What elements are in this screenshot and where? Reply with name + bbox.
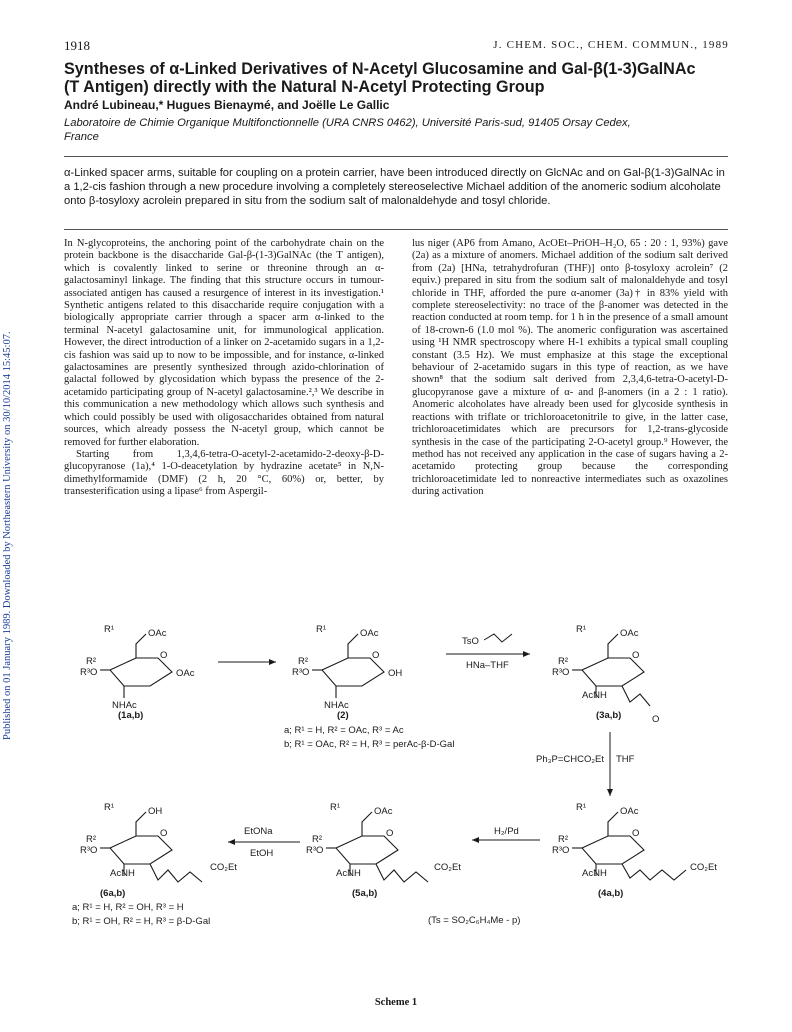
page-number: 1918 bbox=[64, 38, 90, 53]
atom-label: NHAc bbox=[112, 700, 137, 711]
compound-5-label: (5a,b) bbox=[352, 888, 378, 899]
compound-1-label: (1a,b) bbox=[118, 710, 144, 721]
compound-4-label: (4a,b) bbox=[598, 888, 624, 899]
author-list: André Lubineau,* Hugues Bienaymé, and Joëlle Le Gallic bbox=[64, 98, 390, 112]
atom-label: OAc bbox=[148, 628, 167, 639]
compound-1-structure bbox=[80, 624, 195, 711]
body-column-right bbox=[412, 238, 728, 499]
compound-3-label: (3a,b) bbox=[596, 710, 622, 721]
atom-label: AcNH bbox=[582, 868, 607, 879]
atom-label: R² bbox=[312, 834, 323, 845]
reagent-1-top: TsO bbox=[462, 636, 479, 647]
compound-2-structure bbox=[292, 624, 402, 711]
atom-label: AcNH bbox=[336, 868, 361, 879]
atom-label: O bbox=[632, 650, 640, 661]
download-notice-text: Published on 01 January 1989. Downloaded by Northeastern University on 30/10/2014 15:45:07. bbox=[2, 331, 13, 740]
body-column-left bbox=[64, 238, 384, 499]
atom-label: OAc bbox=[374, 806, 393, 817]
body-paragraph: lus niger (AP6 from Amano, AcOEt–PriOH–H₂O, 65 : 20 : 1, 93%) gave (2a) as a mixture of anomers. Michael addition of the sodium salt derived from (2a) [HNa, tetrahydrofuran (THF)] onto β-tosyloxy acrolein⁷ (2 equiv.) prepared in situ from the sodium salt of malonaldehyde and tosyl chloride in THF, afforded the pure α-anomer (3a)† in 83% yield with complete stereoselectivity: no trace of the β-anomer was detected in the reaction conducted at room temp. for 1 h in the presence of a small amount of 18-crown-6 (1.0 mol %). The anomeric configuration was ascertained using ¹H NMR spectroscopy where H-1 exhibits a typical small coupling constant (3.5 Hz). We must emphasize at this stage the exceptional behaviour of 2-acetamido sugars in this type of reaction, as we have shown⁸ that the sodium salt derived from 2,3,4,6-tetra-O-acetyl-D-glucopyranose gave a mixture of α- and β-anomers (in a 2 : 1 ratio). Anomeric alcoholates have already been used for glycoside synthesis in reactions with triflate or trichloroacetonitrile to give, in the latter case, trichloroacetimidates which are precursors for 1,2-trans-glycoside synthesis in the case of the participating 2-O-acetyl group.⁹ However, the method has not received any application in the case of sugars having a 2-acetamido protecting group because the corresponding trichloroacetimidate led to nonreactive intermediates such as oxazolines during activation bbox=[412, 238, 728, 498]
body-paragraph: In N-glycoproteins, the anchoring point of the carbohydrate chain on the protein backbone is the disaccharide Gal-β-(1-3)GalNAc (the T antigen), which is covalently linked to serine or threonine through an α-galactosaminyl linkage. The finding that this structure occurs in tumour-associated antigen has caused a resurgence of interest in its investigation.¹ Synthetic antigens related to this disaccharide require conjugation with a biologically appropriate carrier through a spacer arm α-linked to the terminal N-acetyl galactosamine unit, for immunological application. However, the direct introduction of a linker on 2-acetamido sugars in a 1,2-cis fashion was said up to now to be impossible, and for instance, α-linked galactosamines are presently synthesized through azido-chlorination of galactal followed by glycosidation which bypass the presence of the 2-acetamido participating group of N-acetyl galactosamine.²,³ We describe in this communication a new methodology which allows such synthesis and which could possibly be used with oligosaccharides obtained from natural sources, which already possess the N-acetyl group, which cannot be removed for further elaboration. bbox=[64, 238, 384, 448]
atom-label: R¹ bbox=[330, 802, 341, 813]
atom-label: R² bbox=[86, 656, 97, 667]
reagent-2-solvent: THF bbox=[616, 754, 635, 765]
atom-label: R² bbox=[86, 834, 97, 845]
abstract: α-Linked spacer arms, suitable for coupling on a protein carrier, have been introduced directly on GlcNAc and on Gal-β(1-3)GalNAc in a 1,2-cis fashion through a new procedure involving a completely stereoselective Michael addition of the anomeric sodium alcoholate onto β-tosyloxy acrolein prepared in situ from the sodium salt of malonaldehyde and tosyl chloride. bbox=[64, 167, 725, 207]
atom-label: R² bbox=[298, 656, 309, 667]
scheme-caption: Scheme 1 bbox=[374, 997, 418, 1008]
affiliation bbox=[64, 116, 744, 144]
reagent-4-top: EtONa bbox=[244, 826, 273, 837]
atom-label: R¹ bbox=[104, 624, 115, 635]
atom-label: R³O bbox=[306, 845, 324, 856]
atom-label: R² bbox=[558, 656, 569, 667]
atom-label: AcNH bbox=[110, 868, 135, 879]
atom-label: OH bbox=[148, 806, 163, 817]
body-paragraph: Starting from 1,3,4,6-tetra-O-acetyl-2-acetamido-2-deoxy-β-D-glucopyranose (1a),⁴ 1-O-deacetylation by hydrazine acetate⁵ in N,N-dimethylformamide (DMF) (2 h, 20 °C, 60%) or, better, by transesterification using a lipase⁶ from Aspergil- bbox=[64, 448, 384, 498]
compound-6-definition-b: b; R¹ = OH, R² = H, R³ = β-D-Gal bbox=[72, 916, 211, 927]
compound-2-definition-a: a; R¹ = H, R² = OAc, R³ = Ac bbox=[284, 725, 404, 736]
atom-label: R³O bbox=[552, 845, 570, 856]
reaction-scheme bbox=[0, 610, 792, 1010]
compound-4-structure bbox=[552, 802, 717, 880]
atom-label: O bbox=[632, 828, 640, 839]
compound-2-definition-b: b; R¹ = OAc, R² = H, R³ = perAc-β-D-Gal bbox=[284, 739, 455, 750]
atom-label: CO₂Et bbox=[690, 862, 717, 873]
compound-6-definition-a: a; R¹ = H, R² = OH, R³ = H bbox=[72, 902, 184, 913]
title-line: (T Antigen) directly with the Natural N-Acetyl Protecting Group bbox=[64, 78, 545, 96]
affiliation-line: France bbox=[64, 131, 99, 143]
atom-label: R³O bbox=[80, 667, 98, 678]
compound-2-label: (2) bbox=[337, 710, 349, 721]
atom-label: OAc bbox=[360, 628, 379, 639]
reagent-4-bottom: EtOH bbox=[250, 848, 274, 859]
atom-label: R¹ bbox=[104, 802, 115, 813]
journal-header: J. CHEM. SOC., CHEM. COMMUN., 1989 bbox=[493, 39, 729, 51]
ts-abbreviation-note: (Ts = SO₂C₆H₄Me - p) bbox=[428, 915, 521, 926]
compound-6-label: (6a,b) bbox=[100, 888, 126, 899]
atom-label: O bbox=[160, 650, 168, 661]
atom-label: R² bbox=[558, 834, 569, 845]
atom-label: O bbox=[652, 714, 660, 725]
article-title bbox=[64, 60, 734, 96]
compound-6-structure bbox=[80, 802, 237, 882]
atom-label: R¹ bbox=[576, 802, 587, 813]
divider-top bbox=[64, 156, 728, 157]
atom-label: OAc bbox=[620, 628, 639, 639]
atom-label: CO₂Et bbox=[210, 862, 237, 873]
reagent-2: Ph₃P=CHCO₂Et bbox=[536, 754, 605, 765]
atom-label: R³O bbox=[80, 845, 98, 856]
affiliation-line: Laboratoire de Chimie Organique Multifonctionnelle (URA CNRS 0462), Université Paris-sud, 91405 Orsay Cedex, bbox=[64, 117, 631, 129]
divider-bottom bbox=[64, 229, 728, 230]
atom-label: R³O bbox=[552, 667, 570, 678]
atom-label: CO₂Et bbox=[434, 862, 461, 873]
compound-5-structure bbox=[306, 802, 461, 882]
reagent-3: H₂/Pd bbox=[494, 826, 519, 837]
atom-label: OAc bbox=[176, 668, 195, 679]
atom-label: NHAc bbox=[324, 700, 349, 711]
atom-label: R³O bbox=[292, 667, 310, 678]
atom-label: AcNH bbox=[582, 690, 607, 701]
atom-label: OH bbox=[388, 668, 403, 679]
atom-label: R¹ bbox=[576, 624, 587, 635]
atom-label: O bbox=[160, 828, 168, 839]
title-line: Syntheses of α-Linked Derivatives of N-Acetyl Glucosamine and Gal-β(1-3)GalNAc bbox=[64, 60, 696, 78]
reagent-1-chain bbox=[484, 634, 512, 642]
reagent-1-bottom: HNa–THF bbox=[466, 660, 509, 671]
atom-label: O bbox=[372, 650, 380, 661]
atom-label: R¹ bbox=[316, 624, 327, 635]
atom-label: O bbox=[386, 828, 394, 839]
atom-label: OAc bbox=[620, 806, 639, 817]
